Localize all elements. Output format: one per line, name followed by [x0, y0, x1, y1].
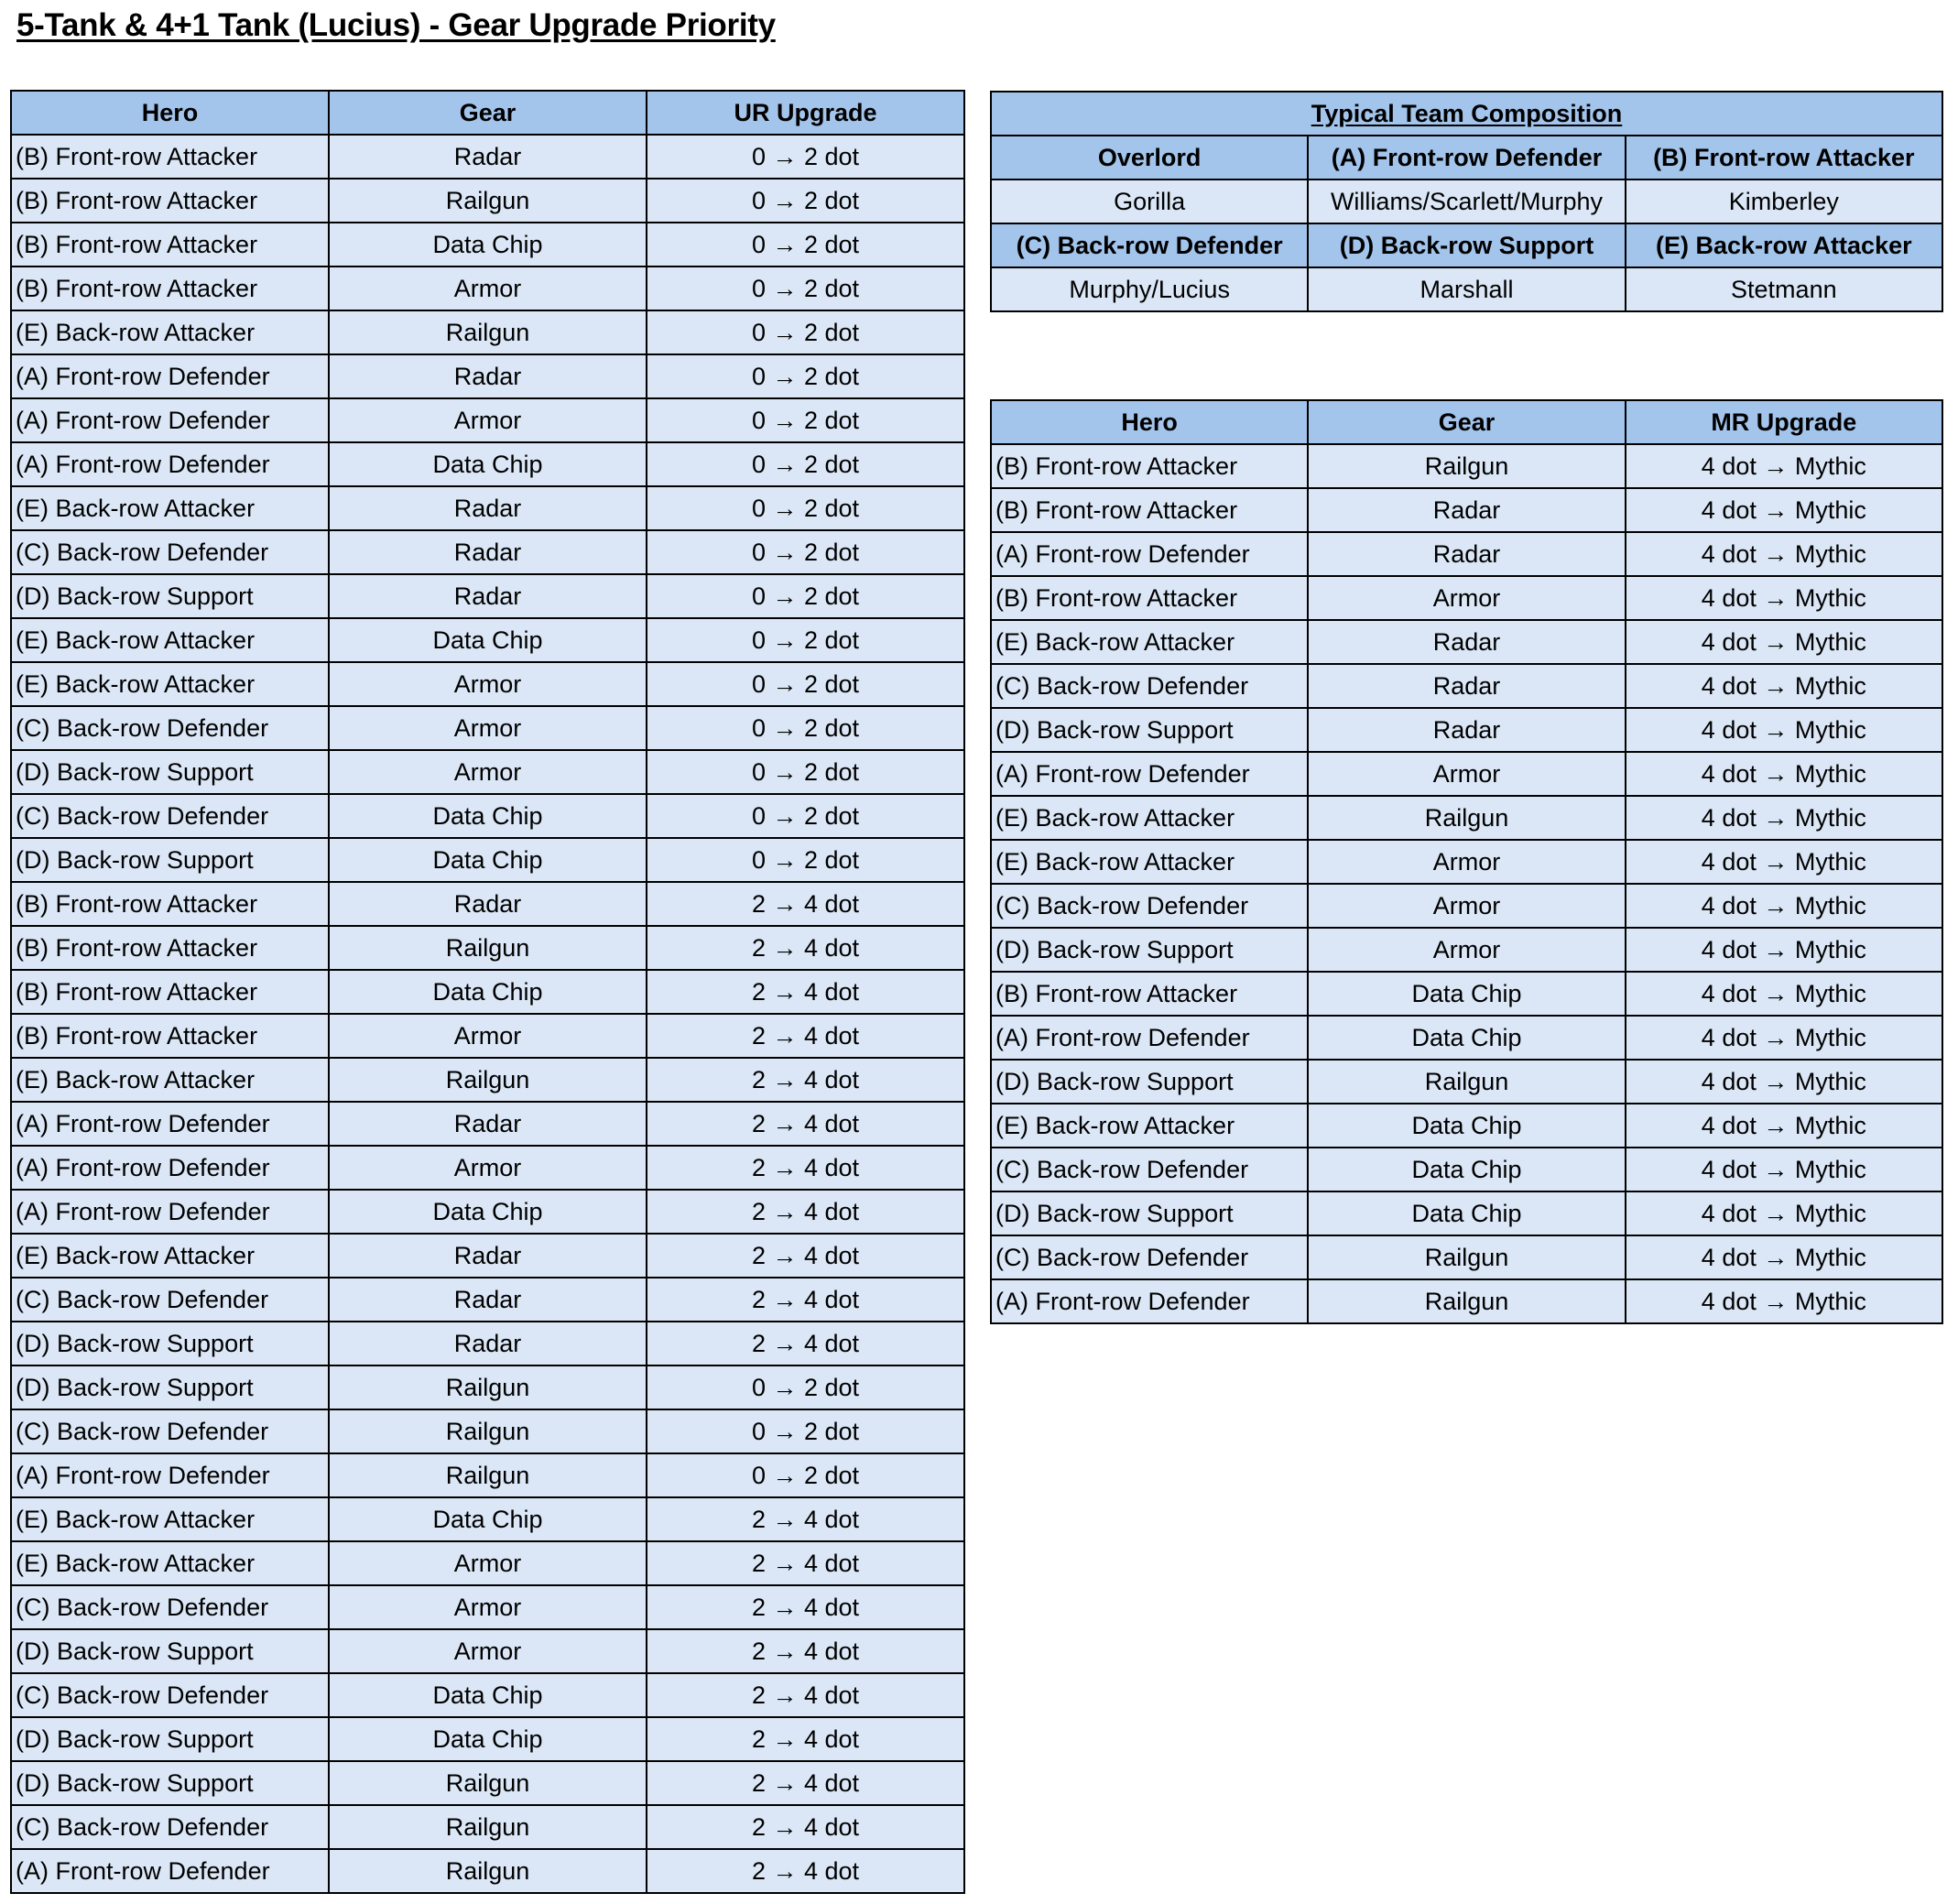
upgrade-cell: 4 dot → Mythic: [1626, 576, 1942, 620]
mr-header-hero: Hero: [991, 400, 1308, 444]
upgrade-cell: 2 → 4 dot: [647, 1234, 964, 1278]
table-row: [11, 1629, 964, 1673]
table-row: [991, 444, 1942, 488]
upgrade-cell: 2 → 4 dot: [647, 1058, 964, 1102]
gear-cell: Radar: [329, 354, 647, 398]
gear-cell: Railgun: [329, 179, 647, 223]
hero-cell: (E) Back-row Attacker: [991, 796, 1308, 840]
gear-cell: Data Chip: [1308, 1016, 1625, 1060]
gear-cell: Data Chip: [1308, 1148, 1625, 1191]
gear-cell: Railgun: [329, 1453, 647, 1497]
table-row: [11, 1365, 964, 1409]
upgrade-cell: 0 → 2 dot: [647, 838, 964, 882]
hero-cell: (B) Front-row Attacker: [11, 267, 329, 310]
gear-cell: Railgun: [1308, 1235, 1625, 1279]
upgrade-cell: 2 → 4 dot: [647, 1717, 964, 1761]
table-row: [991, 1016, 1942, 1060]
gear-cell: Railgun: [329, 310, 647, 354]
hero-cell: (C) Back-row Defender: [11, 530, 329, 574]
upgrade-cell: 2 → 4 dot: [647, 1190, 964, 1234]
team-hero-overlord: Gorilla: [991, 180, 1308, 223]
upgrade-cell: 4 dot → Mythic: [1626, 840, 1942, 884]
gear-cell: Railgun: [1308, 1060, 1625, 1104]
ur-upgrade-table: [10, 90, 965, 1894]
upgrade-cell: 2 → 4 dot: [647, 926, 964, 970]
ur-header-row: [11, 91, 964, 135]
hero-cell: (A) Front-row Defender: [991, 1016, 1308, 1060]
upgrade-cell: 4 dot → Mythic: [1626, 752, 1942, 796]
table-row: [11, 1585, 964, 1629]
table-row: [991, 532, 1942, 576]
table-row: [991, 488, 1942, 532]
table-row: [991, 576, 1942, 620]
gear-cell: Radar: [1308, 708, 1625, 752]
table-row: [991, 664, 1942, 708]
hero-cell: (D) Back-row Support: [991, 708, 1308, 752]
hero-cell: (D) Back-row Support: [11, 1717, 329, 1761]
gear-cell: Armor: [329, 1541, 647, 1585]
upgrade-cell: 4 dot → Mythic: [1626, 444, 1942, 488]
gear-cell: Armor: [329, 1585, 647, 1629]
gear-cell: Data Chip: [329, 223, 647, 267]
hero-cell: (D) Back-row Support: [991, 1191, 1308, 1235]
upgrade-cell: 2 → 4 dot: [647, 970, 964, 1014]
team-role-overlord: Overlord: [991, 136, 1308, 180]
gear-cell: Data Chip: [329, 794, 647, 838]
gear-cell: Railgun: [329, 1365, 647, 1409]
gear-cell: Armor: [329, 750, 647, 794]
table-row: [11, 794, 964, 838]
gear-cell: Railgun: [329, 1058, 647, 1102]
hero-cell: (B) Front-row Attacker: [991, 576, 1308, 620]
hero-cell: (D) Back-row Support: [11, 1322, 329, 1365]
table-row: [11, 354, 964, 398]
upgrade-cell: 0 → 2 dot: [647, 1453, 964, 1497]
table-row: [11, 1014, 964, 1058]
hero-cell: (B) Front-row Attacker: [11, 135, 329, 179]
hero-cell: (C) Back-row Defender: [991, 1148, 1308, 1191]
gear-cell: Armor: [1308, 928, 1625, 972]
ur-header-hero: Hero: [11, 91, 329, 135]
hero-cell: (E) Back-row Attacker: [991, 1104, 1308, 1148]
gear-cell: Radar: [329, 530, 647, 574]
gear-cell: Data Chip: [1308, 972, 1625, 1016]
hero-cell: (E) Back-row Attacker: [11, 1497, 329, 1541]
gear-cell: Armor: [329, 1629, 647, 1673]
mr-header-upgrade: MR Upgrade: [1626, 400, 1942, 444]
upgrade-cell: 4 dot → Mythic: [1626, 884, 1942, 928]
team-hero-e: Stetmann: [1626, 267, 1942, 311]
upgrade-cell: 2 → 4 dot: [647, 882, 964, 926]
table-row: [11, 1673, 964, 1717]
table-row: [11, 486, 964, 530]
gear-cell: Data Chip: [329, 442, 647, 486]
gear-cell: Data Chip: [1308, 1104, 1625, 1148]
upgrade-cell: 2 → 4 dot: [647, 1805, 964, 1849]
upgrade-cell: 0 → 2 dot: [647, 223, 964, 267]
hero-cell: (C) Back-row Defender: [991, 884, 1308, 928]
upgrade-cell: 4 dot → Mythic: [1626, 532, 1942, 576]
upgrade-cell: 2 → 4 dot: [647, 1102, 964, 1146]
table-row: [11, 618, 964, 662]
table-row: [991, 1060, 1942, 1104]
gear-cell: Data Chip: [1308, 1191, 1625, 1235]
hero-cell: (E) Back-row Attacker: [11, 486, 329, 530]
hero-cell: (A) Front-row Defender: [11, 1102, 329, 1146]
table-row: [11, 882, 964, 926]
gear-cell: Radar: [329, 1322, 647, 1365]
hero-cell: (B) Front-row Attacker: [11, 223, 329, 267]
gear-cell: Radar: [1308, 664, 1625, 708]
hero-cell: (A) Front-row Defender: [11, 398, 329, 442]
hero-cell: (B) Front-row Attacker: [991, 488, 1308, 532]
table-row: [991, 928, 1942, 972]
hero-cell: (A) Front-row Defender: [11, 442, 329, 486]
upgrade-cell: 0 → 2 dot: [647, 794, 964, 838]
table-row: [991, 752, 1942, 796]
gear-cell: Radar: [329, 882, 647, 926]
table-row: [11, 398, 964, 442]
upgrade-cell: 0 → 2 dot: [647, 574, 964, 618]
ur-header-upgrade: UR Upgrade: [647, 91, 964, 135]
gear-cell: Data Chip: [329, 1190, 647, 1234]
hero-cell: (E) Back-row Attacker: [11, 662, 329, 706]
upgrade-cell: 2 → 4 dot: [647, 1322, 964, 1365]
upgrade-cell: 0 → 2 dot: [647, 135, 964, 179]
team-role-b: (B) Front-row Attacker: [1626, 136, 1942, 180]
table-row: [11, 1541, 964, 1585]
gear-cell: Radar: [329, 486, 647, 530]
hero-cell: (A) Front-row Defender: [991, 752, 1308, 796]
upgrade-cell: 4 dot → Mythic: [1626, 1279, 1942, 1323]
hero-cell: (A) Front-row Defender: [11, 354, 329, 398]
team-hero-d: Marshall: [1308, 267, 1625, 311]
upgrade-cell: 4 dot → Mythic: [1626, 1016, 1942, 1060]
hero-cell: (D) Back-row Support: [991, 1060, 1308, 1104]
gear-cell: Railgun: [329, 1409, 647, 1453]
gear-cell: Armor: [1308, 752, 1625, 796]
team-role-e: (E) Back-row Attacker: [1626, 223, 1942, 267]
upgrade-cell: 0 → 2 dot: [647, 354, 964, 398]
hero-cell: (B) Front-row Attacker: [991, 972, 1308, 1016]
team-composition-title: Typical Team Composition: [991, 92, 1942, 136]
gear-cell: Radar: [1308, 532, 1625, 576]
hero-cell: (B) Front-row Attacker: [11, 926, 329, 970]
ur-table-body: [11, 135, 964, 1893]
table-row: [11, 267, 964, 310]
table-row: [991, 708, 1942, 752]
table-row: [11, 1849, 964, 1893]
upgrade-cell: 0 → 2 dot: [647, 442, 964, 486]
gear-cell: Radar: [329, 135, 647, 179]
upgrade-cell: 0 → 2 dot: [647, 662, 964, 706]
hero-cell: (D) Back-row Support: [991, 928, 1308, 972]
hero-cell: (D) Back-row Support: [11, 838, 329, 882]
gear-cell: Data Chip: [329, 970, 647, 1014]
team-hero-b: Kimberley: [1626, 180, 1942, 223]
hero-cell: (C) Back-row Defender: [11, 1673, 329, 1717]
team-hero-c: Murphy/Lucius: [991, 267, 1308, 311]
hero-cell: (C) Back-row Defender: [991, 664, 1308, 708]
hero-cell: (C) Back-row Defender: [11, 1805, 329, 1849]
hero-cell: (D) Back-row Support: [11, 1629, 329, 1673]
team-roles-row-1: [991, 136, 1942, 180]
table-row: [11, 530, 964, 574]
upgrade-cell: 0 → 2 dot: [647, 267, 964, 310]
gear-cell: Data Chip: [329, 1497, 647, 1541]
upgrade-cell: 4 dot → Mythic: [1626, 488, 1942, 532]
hero-cell: (E) Back-row Attacker: [11, 1234, 329, 1278]
upgrade-cell: 4 dot → Mythic: [1626, 928, 1942, 972]
upgrade-cell: 2 → 4 dot: [647, 1849, 964, 1893]
gear-cell: Armor: [329, 1014, 647, 1058]
hero-cell: (A) Front-row Defender: [11, 1849, 329, 1893]
upgrade-cell: 0 → 2 dot: [647, 1365, 964, 1409]
gear-cell: Railgun: [1308, 1279, 1625, 1323]
table-row: [11, 1234, 964, 1278]
table-row: [991, 840, 1942, 884]
gear-cell: Railgun: [1308, 796, 1625, 840]
hero-cell: (E) Back-row Attacker: [11, 310, 329, 354]
table-row: [11, 1761, 964, 1805]
hero-cell: (B) Front-row Attacker: [11, 1014, 329, 1058]
upgrade-cell: 4 dot → Mythic: [1626, 1148, 1942, 1191]
upgrade-cell: 2 → 4 dot: [647, 1146, 964, 1190]
team-heroes-row-1: [991, 180, 1942, 223]
hero-cell: (C) Back-row Defender: [11, 1585, 329, 1629]
upgrade-cell: 2 → 4 dot: [647, 1629, 964, 1673]
mr-header-gear: Gear: [1308, 400, 1625, 444]
mr-table-body: [991, 444, 1942, 1323]
table-row: [11, 135, 964, 179]
hero-cell: (B) Front-row Attacker: [11, 882, 329, 926]
hero-cell: (B) Front-row Attacker: [991, 444, 1308, 488]
gear-cell: Armor: [1308, 884, 1625, 928]
upgrade-cell: 0 → 2 dot: [647, 530, 964, 574]
upgrade-cell: 4 dot → Mythic: [1626, 1104, 1942, 1148]
upgrade-cell: 0 → 2 dot: [647, 310, 964, 354]
table-row: [11, 179, 964, 223]
table-row: [991, 1148, 1942, 1191]
mr-header-row: [991, 400, 1942, 444]
table-row: [11, 838, 964, 882]
upgrade-cell: 2 → 4 dot: [647, 1541, 964, 1585]
team-hero-a: Williams/Scarlett/Murphy: [1308, 180, 1625, 223]
gear-cell: Armor: [329, 706, 647, 750]
team-role-c: (C) Back-row Defender: [991, 223, 1308, 267]
hero-cell: (C) Back-row Defender: [11, 1409, 329, 1453]
upgrade-cell: 4 dot → Mythic: [1626, 708, 1942, 752]
upgrade-cell: 0 → 2 dot: [647, 706, 964, 750]
table-row: [991, 1191, 1942, 1235]
table-row: [11, 1717, 964, 1761]
upgrade-cell: 2 → 4 dot: [647, 1497, 964, 1541]
mr-upgrade-table: [990, 399, 1943, 1324]
upgrade-cell: 4 dot → Mythic: [1626, 1191, 1942, 1235]
hero-cell: (C) Back-row Defender: [11, 706, 329, 750]
table-row: [11, 1322, 964, 1365]
upgrade-cell: 0 → 2 dot: [647, 486, 964, 530]
hero-cell: (D) Back-row Support: [11, 750, 329, 794]
team-composition-table: [990, 91, 1943, 312]
hero-cell: (E) Back-row Attacker: [991, 840, 1308, 884]
upgrade-cell: 0 → 2 dot: [647, 398, 964, 442]
team-role-d: (D) Back-row Support: [1308, 223, 1625, 267]
hero-cell: (B) Front-row Attacker: [11, 970, 329, 1014]
table-row: [991, 972, 1942, 1016]
hero-cell: (C) Back-row Defender: [11, 794, 329, 838]
gear-cell: Railgun: [329, 1805, 647, 1849]
gear-cell: Railgun: [329, 1849, 647, 1893]
hero-cell: (E) Back-row Attacker: [11, 1058, 329, 1102]
page-title: 5-Tank & 4+1 Tank (Lucius) - Gear Upgrade Priority: [16, 7, 776, 43]
upgrade-cell: 0 → 2 dot: [647, 618, 964, 662]
hero-cell: (B) Front-row Attacker: [11, 179, 329, 223]
table-row: [11, 1497, 964, 1541]
table-row: [11, 1278, 964, 1322]
hero-cell: (D) Back-row Support: [11, 574, 329, 618]
hero-cell: (E) Back-row Attacker: [991, 620, 1308, 664]
team-heroes-row-2: [991, 267, 1942, 311]
upgrade-cell: 4 dot → Mythic: [1626, 664, 1942, 708]
gear-cell: Railgun: [329, 1761, 647, 1805]
table-row: [11, 1058, 964, 1102]
table-row: [11, 750, 964, 794]
table-row: [991, 1279, 1942, 1323]
table-row: [11, 1453, 964, 1497]
table-row: [11, 1190, 964, 1234]
upgrade-cell: 0 → 2 dot: [647, 1409, 964, 1453]
table-row: [11, 1409, 964, 1453]
ur-header-gear: Gear: [329, 91, 647, 135]
table-row: [11, 926, 964, 970]
upgrade-cell: 4 dot → Mythic: [1626, 1235, 1942, 1279]
upgrade-cell: 4 dot → Mythic: [1626, 972, 1942, 1016]
gear-cell: Radar: [329, 1278, 647, 1322]
hero-cell: (A) Front-row Defender: [11, 1453, 329, 1497]
table-row: [11, 223, 964, 267]
upgrade-cell: 4 dot → Mythic: [1626, 620, 1942, 664]
table-row: [11, 442, 964, 486]
gear-cell: Railgun: [1308, 444, 1625, 488]
gear-cell: Armor: [329, 398, 647, 442]
table-row: [11, 310, 964, 354]
upgrade-cell: 4 dot → Mythic: [1626, 1060, 1942, 1104]
gear-cell: Data Chip: [329, 1717, 647, 1761]
table-row: [11, 1102, 964, 1146]
table-row: [11, 706, 964, 750]
gear-cell: Armor: [329, 1146, 647, 1190]
gear-cell: Armor: [329, 267, 647, 310]
gear-cell: Radar: [329, 1234, 647, 1278]
team-roles-row-2: [991, 223, 1942, 267]
gear-cell: Armor: [1308, 576, 1625, 620]
upgrade-cell: 2 → 4 dot: [647, 1278, 964, 1322]
hero-cell: (C) Back-row Defender: [11, 1278, 329, 1322]
table-row: [11, 662, 964, 706]
upgrade-cell: 2 → 4 dot: [647, 1014, 964, 1058]
team-title-row: [991, 92, 1942, 136]
gear-cell: Radar: [1308, 620, 1625, 664]
hero-cell: (E) Back-row Attacker: [11, 618, 329, 662]
upgrade-cell: 2 → 4 dot: [647, 1673, 964, 1717]
hero-cell: (D) Back-row Support: [11, 1365, 329, 1409]
hero-cell: (D) Back-row Support: [11, 1761, 329, 1805]
gear-cell: Radar: [329, 574, 647, 618]
table-row: [11, 1146, 964, 1190]
gear-cell: Armor: [329, 662, 647, 706]
gear-cell: Data Chip: [329, 618, 647, 662]
hero-cell: (A) Front-row Defender: [11, 1146, 329, 1190]
team-role-a: (A) Front-row Defender: [1308, 136, 1625, 180]
table-row: [11, 574, 964, 618]
table-row: [991, 1235, 1942, 1279]
gear-cell: Armor: [1308, 840, 1625, 884]
table-row: [991, 796, 1942, 840]
table-row: [11, 970, 964, 1014]
hero-cell: (A) Front-row Defender: [991, 532, 1308, 576]
upgrade-cell: 2 → 4 dot: [647, 1761, 964, 1805]
upgrade-cell: 0 → 2 dot: [647, 179, 964, 223]
hero-cell: (E) Back-row Attacker: [11, 1541, 329, 1585]
upgrade-cell: 4 dot → Mythic: [1626, 796, 1942, 840]
gear-cell: Radar: [1308, 488, 1625, 532]
gear-cell: Radar: [329, 1102, 647, 1146]
table-row: [11, 1805, 964, 1849]
upgrade-cell: 0 → 2 dot: [647, 750, 964, 794]
table-row: [991, 1104, 1942, 1148]
hero-cell: (A) Front-row Defender: [11, 1190, 329, 1234]
hero-cell: (C) Back-row Defender: [991, 1235, 1308, 1279]
gear-cell: Railgun: [329, 926, 647, 970]
gear-cell: Data Chip: [329, 838, 647, 882]
gear-cell: Data Chip: [329, 1673, 647, 1717]
hero-cell: (A) Front-row Defender: [991, 1279, 1308, 1323]
upgrade-cell: 2 → 4 dot: [647, 1585, 964, 1629]
table-row: [991, 884, 1942, 928]
table-row: [991, 620, 1942, 664]
